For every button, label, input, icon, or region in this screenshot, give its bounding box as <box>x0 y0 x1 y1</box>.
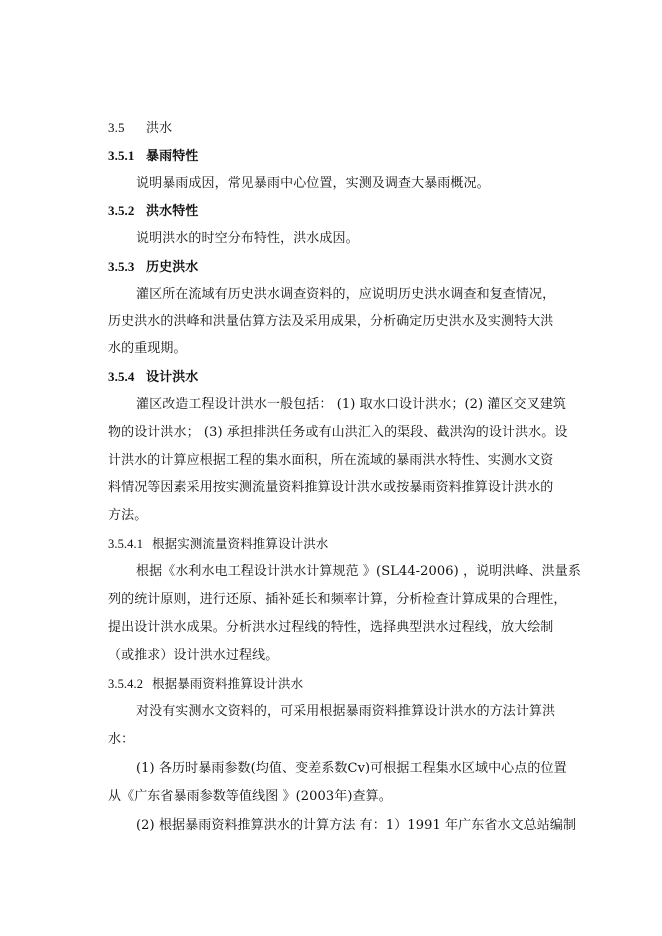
section-heading-3-5-4 <box>108 368 198 387</box>
section-number: 3.5.4 <box>108 369 135 384</box>
section-title: 暴雨特性 <box>146 149 199 164</box>
paragraph-line: (1) 各历时暴雨参数(均值、变差系数Cv)可根据工程集水区域中心点的位置 <box>136 761 567 776</box>
paragraph-line: 灌区所在流域有历史洪水调查资料的，应说明历史洪水调查和复查情况， <box>136 287 556 302</box>
section-title: 洪水特性 <box>146 204 199 219</box>
paragraph-line: 说明洪水的时空分布特性，洪水成因。 <box>136 231 359 246</box>
section-number: 3.5.1 <box>108 148 135 163</box>
section-title: 根据实测流量资料推算设计洪水 <box>152 536 329 551</box>
paragraph-line: 根据《水利水电工程设计洪水计算规范 》(SL44-2006) ，说明洪峰、洪量系 <box>136 564 581 579</box>
paragraph-line: 方法。 <box>108 508 148 523</box>
paragraph-line: 灌区改造工程设计洪水一般包括： (1) 取水口设计洪水；(2) 灌区交叉建筑 <box>136 397 567 412</box>
paragraph-line: 说明暴雨成因，常见暴雨中心位置，实测及调查大暴雨概况。 <box>136 176 490 191</box>
paragraph-line: 水： <box>108 732 135 747</box>
section-number: 3.5.4.1 <box>108 537 144 551</box>
paragraph-line: （或推求）设计洪水过程线。 <box>108 648 279 663</box>
paragraph-line: 计洪水的计算应根据工程的集水面积，所在流域的暴雨洪水特性、实测水文资 <box>108 453 554 468</box>
section-heading-3-5-3 <box>108 258 198 277</box>
paragraph-line: 从《广东省暴雨参数等值线图 》(2003年)查算。 <box>108 789 392 804</box>
paragraph-line: (2) 根据暴雨资料推算洪水的计算方法 有：1）1991 年广东省水文总站编制 <box>136 818 577 833</box>
section-number: 3.5 <box>108 120 125 135</box>
section-number: 3.5.4.2 <box>108 677 144 691</box>
paragraph-line: 水的重现期。 <box>108 341 187 356</box>
section-title: 历史洪水 <box>146 260 199 275</box>
section-heading-3-5 <box>108 119 172 138</box>
paragraph-line: 对没有实测水文资料的，可采用根据暴雨资料推算设计洪水的方法计算洪 <box>136 704 556 719</box>
section-heading-3-5-4-2 <box>108 675 303 693</box>
section-heading-3-5-2 <box>108 202 198 221</box>
section-title: 根据暴雨资料推算设计洪水 <box>152 676 304 691</box>
section-number: 3.5.2 <box>108 203 135 218</box>
section-heading-3-5-4-1 <box>108 535 328 553</box>
section-title: 洪水 <box>146 121 173 136</box>
paragraph-line: 列的统计原则，进行还原、插补延长和频率计算，分析检查计算成果的合理性， <box>108 592 567 607</box>
paragraph-line: 物的设计洪水； (3) 承担排洪任务或有山洪汇入的渠段、截洪沟的设计洪水。设 <box>108 425 568 440</box>
paragraph-line: 提出设计洪水成果。分析洪水过程线的特性，选择典型洪水过程线，放大绘制 <box>108 620 554 635</box>
section-heading-3-5-1 <box>108 147 198 166</box>
paragraph-line: 历史洪水的洪峰和洪量估算方法及采用成果，分析确定历史洪水及实测特大洪 <box>108 314 554 329</box>
paragraph-line: 料情况等因素采用按实测流量资料推算设计洪水或按暴雨资料推算设计洪水的 <box>108 480 554 495</box>
section-title: 设计洪水 <box>146 370 199 385</box>
section-number: 3.5.3 <box>108 259 135 274</box>
